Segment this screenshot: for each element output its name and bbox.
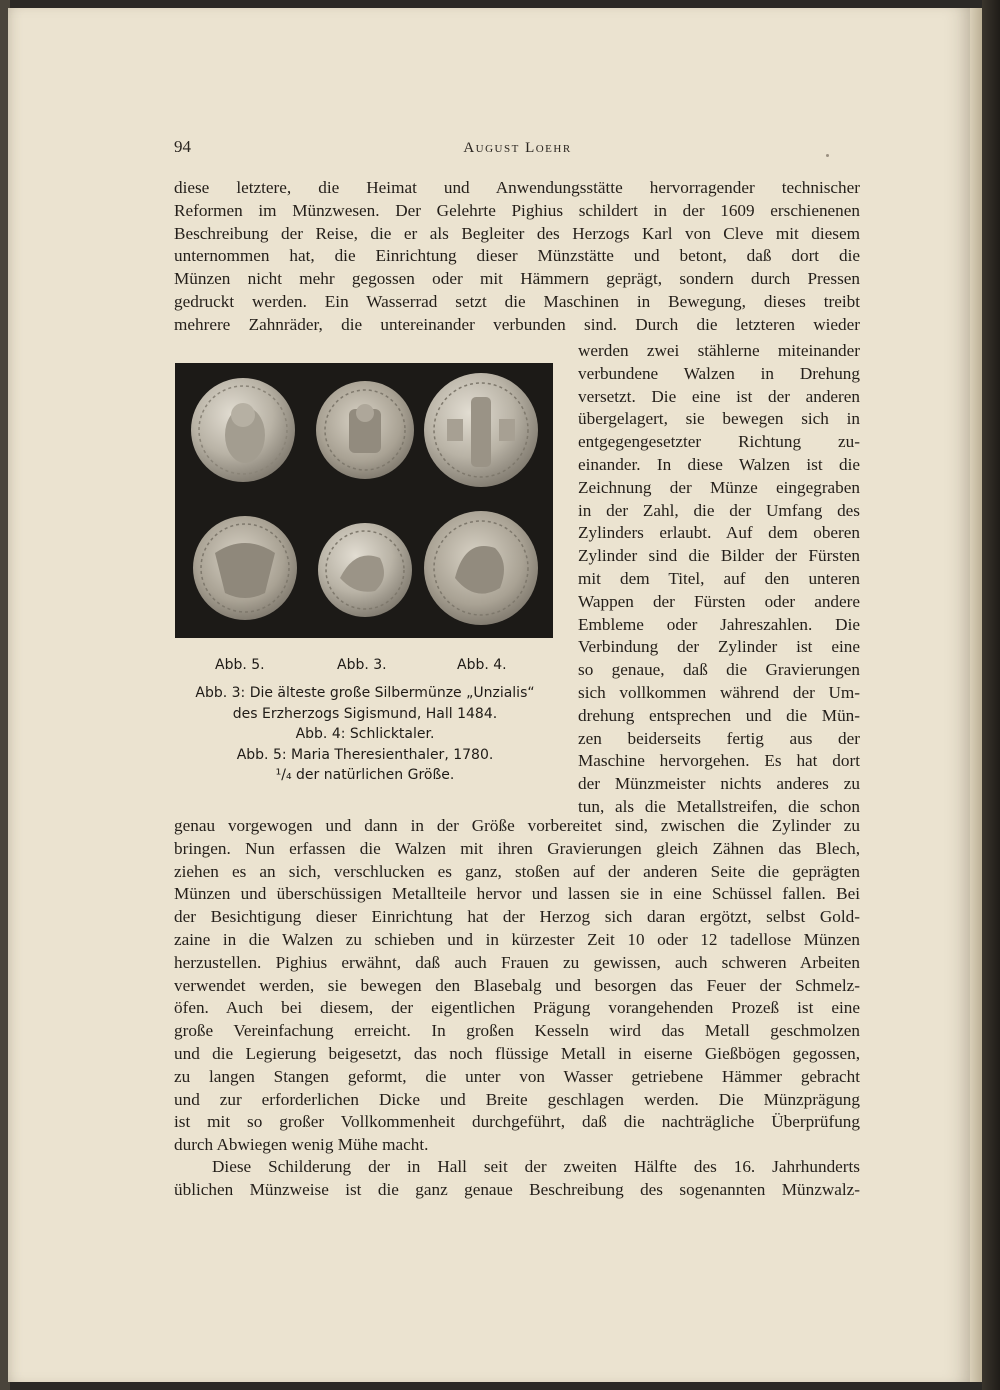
text-line: einander. In diese Walzen ist die [578,454,860,474]
coin-unzialis-reverse [318,523,412,617]
text-line: Beschreibung der Reise, die er als Begleiter des Herzogs Karl von Cleve mit diesem [174,223,860,243]
text-line: tun, als die Metallstreifen, die schon [578,796,860,816]
coin-schlicktaler-obverse [424,373,538,487]
text-line: der Besichtigung dieser Einrichtung hat der Herzog sich daran ergötzt, selbst Gold- [174,907,860,927]
coins-image [175,363,553,638]
coin-schlicktaler-reverse [424,511,538,625]
text-line: bringen. Nun erfassen die Walzen mit ihren Gravierungen gleich Zähnen das Blech, [174,838,860,858]
caption-line: Abb. 4: Schlicktaler. [295,726,435,742]
coin-photograph [175,363,553,638]
text-line: öfen. Auch bei diesem, der eigentlichen Prägung vorangehenden Prozeß ist eine [174,998,860,1018]
figure-caption [175,683,555,786]
text-line: so genaue, daß die Gravierungen [578,660,860,680]
text-line: ist mit so großer Vollkommenheit durchgeführt, daß die nachträgliche Überprüfung [174,1112,860,1132]
text-line: Zylinders erlaubt. Auf dem oberen [578,523,860,543]
text-line: üblichen Münzweise ist die ganz genaue Beschreibung des sogenannten Münzwalz- [174,1179,860,1199]
paragraph-top [174,177,860,337]
coin-maria-theresa-obverse [191,378,295,482]
text-line: Maschine hervorgehen. Es hat dort [578,751,860,771]
text-line: der Münzmeister nichts anderes zu [578,774,860,794]
paragraph-last [174,1156,860,1202]
scan-right-border [982,0,1000,1390]
text-line: und zur erforderlichen Dicke und Breite geschlagen werden. Die Münzprägung [174,1089,860,1109]
paragraph-bottom [174,815,860,1157]
text-line: entgegengesetzter Richtung zu- [578,432,860,452]
coin-maria-theresa-reverse [193,516,297,620]
text-line: mehrere Zahnräder, die untereinander verbunden sind. Durch die letzteren wieder [174,314,860,334]
text-line: drehung entsprechen und die Mün- [578,705,860,725]
text-line: durch Abwiegen wenig Mühe macht. [174,1135,429,1155]
running-head: August Loehr [463,140,572,156]
text-line: Münzen und überschüssigen Metallteile hervor und lassen sie in eine Schüssel fallen. Bei [174,884,860,904]
caption-line: Abb. 5: Maria Theresienthaler, 1780. [236,746,494,763]
text-line: genau vorgewogen und dann in der Größe vorbereitet sind, zwischen die Zylinder zu [174,816,860,835]
text-line: ziehen es an sich, verschlucken es ganz, stoßen auf der anderen Seite die geprägten [174,861,860,881]
text-line: mit dem Titel, auf den unteren [578,568,860,588]
caption-line: des Erzherzogs Sigismund, Hall 1484. [232,705,498,722]
text-line: werden zwei stählerne miteinander [578,341,860,360]
text-line: versetzt. Die eine ist der anderen [578,386,860,406]
text-line: verwendet werden, sie bewegen den Blasebalg und besorgen das Feuer der Schmelz- [174,975,860,995]
text-line: Zylinder sind die Bilder der Fürsten [578,546,860,566]
text-line: zen beiderseits fertig aus der [578,728,860,748]
paragraph-right-column [578,340,860,819]
text-line: und die Legierung beigesetzt, das noch flüssige Metall in eiserne Gießbögen gegossen, [174,1043,860,1063]
text-line: in der Zahl, die der Umfang des [578,500,860,520]
speck [826,154,829,157]
figure-label-abb4: Abb. 4. [457,657,507,673]
figure-label-abb5: Abb. 5. [215,657,265,673]
text-line: sich vollkommen während der Um- [578,682,860,702]
text-line: verbundene Walzen in Drehung [578,363,860,383]
text-line: Wappen der Fürsten oder andere [578,591,860,611]
coin-unzialis-obverse [316,381,414,479]
text-line: Embleme oder Jahreszahlen. Die [578,614,860,634]
figure-labels [175,655,555,677]
caption-line: Abb. 3: Die älteste große Silbermünze „Unzialis“ [195,685,535,701]
text-line: Verbindung der Zylinder ist eine [578,637,860,657]
text-line: Münzen nicht mehr gegossen oder mit Hämmern geprägt, sondern durch Pressen [174,269,860,289]
text-line: unternommen hat, die Einrichtung dieser Münzstätte und betont, daß dort die [174,246,860,266]
text-line: zaine in die Walzen zu schieben und in kürzester Zeit 10 oder 12 tadellose Münzen [174,929,860,949]
text-line: Diese Schilderung der in Hall seit der zweiten Hälfte des 16. Jahrhunderts [212,1157,860,1176]
text-line: Reformen im Münzwesen. Der Gelehrte Pighius schildert in der 1609 erschienenen [174,200,860,220]
text-line: herzustellen. Pighius erwähnt, daß auch Frauen zu gewissen, auch schweren Arbeiten [174,952,860,972]
text-line: zu langen Stangen geformt, die unter von Wasser getriebene Hämmer gebracht [174,1066,860,1086]
page-number: 94 [174,137,191,156]
text-line: diese letztere, die Heimat und Anwendungsstätte hervorragender technischer [174,178,860,197]
text-line: Zeichnung der Münze eingegraben [578,477,860,497]
text-line: große Vereinfachung erreicht. In großen Kesseln wird das Metall geschmolzen [174,1021,860,1041]
caption-line: ¹/₄ der natürlichen Größe. [275,767,455,783]
figure-label-abb3: Abb. 3. [337,657,387,673]
text-line: übergelagert, sie bewegen sich in [578,409,860,429]
text-line: gedruckt werden. Ein Wasserrad setzt die Maschinen in Bewegung, dieses treibt [174,291,860,311]
